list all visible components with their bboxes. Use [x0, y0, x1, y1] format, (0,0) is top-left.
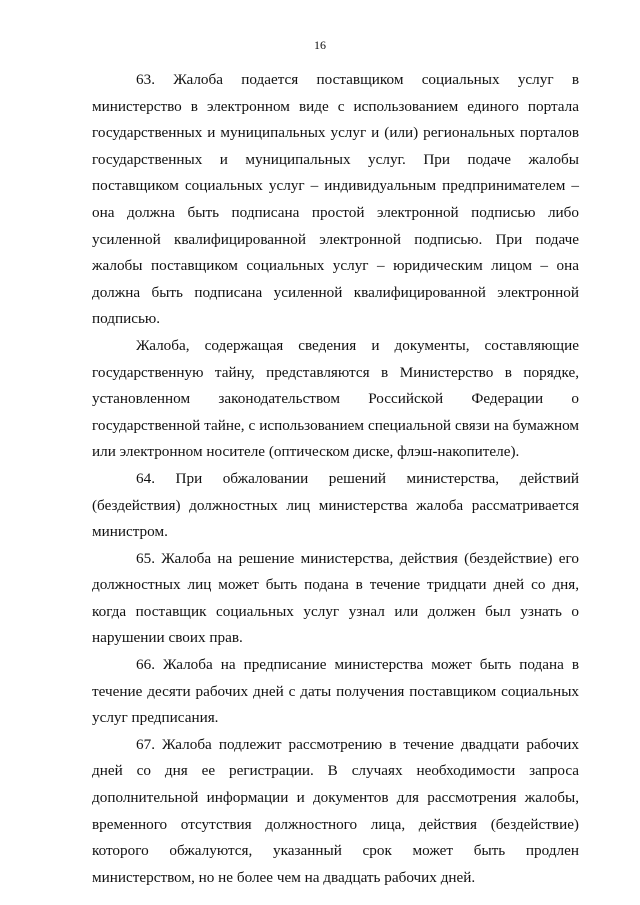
paragraph-state-secret: Жалоба, содержащая сведения и документы, составляющие государственную тайну, представляются в Министерство в порядке, установленном законодательством Российской Федерации о государственной тайне, с использованием специальной связи на бумажном или электронном носителе (оптическом диске, флэш-накопителе). [92, 336, 579, 461]
paragraph-65: 65. Жалоба на решение министерства, действия (бездействие) его должностных лиц может быть подана в течение тридцати дней со дня, когда поставщик социальных услуг узнал или должен был узнать о нарушении своих прав. [92, 549, 579, 647]
page-number: 16 [314, 38, 326, 52]
paragraph-63: 63. Жалоба подается поставщиком социальных услуг в министерство в электронном виде с использованием единого портала государственных и муниципальных услуг и (или) региональных порталов государственных и муниципальных услуг. При подаче жалобы поставщиком социальных услуг – индивидуальным предпринимателем – она должна быть подписана простой электронной подписью либо усиленной квалифицированной электронной подписью. При подаче жалобы поставщиком социальных услуг – юридическим лицом – она должна быть подписана усиленной квалифицированной электронной подписью. [92, 71, 579, 328]
document-body [92, 67, 579, 891]
paragraph-64: 64. При обжаловании решений министерства, действий (бездействия) должностных лиц министерства жалоба рассматривается министром. [92, 469, 579, 541]
paragraph-67: 67. Жалоба подлежит рассмотрению в течение двадцати рабочих дней со дня ее регистрации. В случаях необходимости запроса дополнительной информации и документов для рассмотрения жалобы, временного отсутствия должностного лица, действия (бездействие) которого обжалуются, указанный срок может быть продлен министерством, но не более чем на двадцать рабочих дней. [92, 735, 579, 886]
paragraph-66: 66. Жалоба на предписание министерства может быть подана в течение десяти рабочих дней с даты получения поставщиком социальных услуг предписания. [92, 656, 579, 727]
